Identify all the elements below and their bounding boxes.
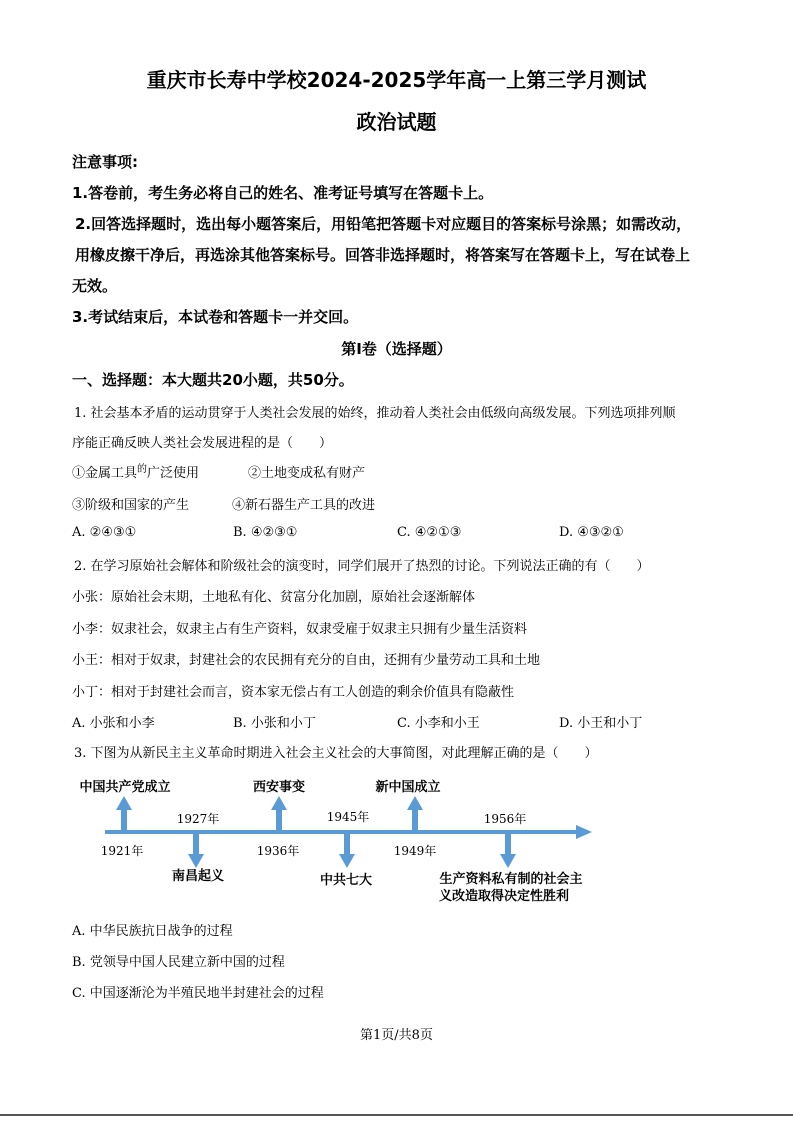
timeline-up-arrow-1921 (116, 796, 132, 832)
q1-item-1 (72, 462, 199, 481)
q2-option-a: A. 小张和小李 (72, 716, 155, 731)
q3-stem: 3. 下图为从新民主主义革命时期进入社会主义社会的大事简图，对此理解正确的是（ ） (74, 746, 598, 761)
q1-stem-line-1: 1. 社会基本矛盾的运动贯穿于人类社会发展的始终，推动着人类社会由低级向高级发展。下列选项排列顺 (74, 406, 676, 421)
timeline-down-arrow-1945 (339, 832, 355, 868)
timeline-label-socialist-transformation-line-1: 生产资料私有制的社会主 (439, 872, 583, 887)
q2-option-b: B. 小张和小丁 (233, 716, 316, 731)
timeline-label-seventh-congress: 中共七大 (319, 873, 373, 888)
timeline-year-1956: 1956年 (483, 812, 527, 826)
q1-item-1-text-c: 广泛使用 (147, 466, 200, 481)
q2-statement-zhang: 小张：原始社会末期，土地私有化、贫富分化加剧，原始社会逐渐解体 (72, 590, 476, 605)
q1-option-c: C. ④②①③ (397, 525, 462, 540)
q2-statement-li: 小李：奴隶社会，奴隶主占有生产资料，奴隶受雇于奴隶主只拥有少量生活资料 (72, 622, 528, 637)
timeline-year-1921: 1921年 (100, 844, 144, 858)
q1-option-b: B. ④②③① (233, 525, 298, 540)
timeline-label-nanchang-uprising: 南昌起义 (171, 869, 225, 884)
notice-item-3: 3.考试结束后，本试卷和答题卡一并交回。 (72, 308, 359, 326)
timeline-year-1927: 1927年 (176, 812, 220, 826)
timeline-axis-arrowhead (576, 825, 592, 839)
timeline-label-xian-incident: 西安事变 (252, 780, 306, 795)
notice-item-2-line-3: 无效。 (72, 277, 118, 295)
q1-item-1-text-b: 的 (137, 464, 148, 475)
timeline-year-1949: 1949年 (393, 844, 437, 858)
page-number: 第1页/共8页 (360, 1028, 433, 1043)
q1-item-2: ②土地变成私有财产 (248, 466, 366, 481)
timeline-down-arrow-1956 (500, 832, 516, 868)
notice-heading: 注意事项: (72, 153, 138, 171)
timeline-up-arrow-1936 (271, 796, 287, 832)
q2-statement-wang: 小王：相对于奴隶，封建社会的农民拥有充分的自由，还拥有少量劳动工具和土地 (72, 653, 541, 668)
q1-option-d: D. ④③②① (559, 525, 624, 540)
timeline-up-arrow-1949 (407, 796, 423, 832)
q3-option-a: A. 中华民族抗日战争的过程 (72, 924, 233, 939)
part-title: 第Ⅰ卷（选择题） (341, 340, 452, 358)
notice-item-2-line-2: 用橡皮擦干净后，再选涂其他答案标号。回答非选择题时，将答案写在答题卡上，写在试卷上 (75, 246, 691, 264)
q2-stem: 2. 在学习原始社会解体和阶级社会的演变时，同学们展开了热烈的讨论。下列说法正确的有（ ） (74, 559, 650, 574)
notice-item-2-line-1: 2.回答选择题时，选出每小题答案后，用铅笔把答题卡对应题目的答案标号涂黑；如需改动， (75, 215, 692, 233)
q1-item-3: ③阶级和国家的产生 (72, 498, 190, 513)
q2-option-d: D. 小王和小丁 (559, 716, 643, 731)
notice-item-1: 1.答卷前，考生务必将自己的姓名、准考证号填写在答题卡上。 (72, 184, 494, 202)
timeline-year-1945: 1945年 (326, 810, 370, 824)
q1-item-4: ④新石器生产工具的改进 (232, 498, 376, 513)
q3-option-c: C. 中国逐渐沦为半殖民地半封建社会的过程 (72, 986, 324, 1001)
timeline-label-socialist-transformation-line-2: 义改造取得决定性胜利 (438, 889, 570, 904)
q2-option-c: C. 小李和小王 (397, 716, 480, 731)
timeline-down-arrow-1927 (188, 832, 204, 868)
page-bottom-divider (0, 1114, 793, 1116)
timeline-label-prc-founded: 新中国成立 (375, 780, 441, 795)
timeline-diagram (0, 770, 793, 910)
q1-item-1-text-a: ①金属工具 (72, 466, 138, 481)
exam-title: 重庆市长寿中学校2024-2025学年高一上第三学月测试 (146, 68, 647, 92)
section-heading: 一、选择题：本大题共20小题，共50分。 (72, 371, 354, 389)
timeline-year-1936: 1936年 (256, 844, 300, 858)
exam-subject-title: 政治试题 (356, 110, 437, 134)
q1-stem-line-2: 序能正确反映人类社会发展进程的是（ ） (72, 436, 333, 451)
q1-option-a: A. ②④③① (72, 525, 137, 540)
q2-statement-ding: 小丁：相对于封建社会而言，资本家无偿占有工人创造的剩余价值具有隐蔽性 (72, 685, 515, 700)
q3-option-b: B. 党领导中国人民建立新中国的过程 (72, 955, 285, 970)
timeline-label-cpc-founded: 中国共产党成立 (79, 780, 171, 795)
